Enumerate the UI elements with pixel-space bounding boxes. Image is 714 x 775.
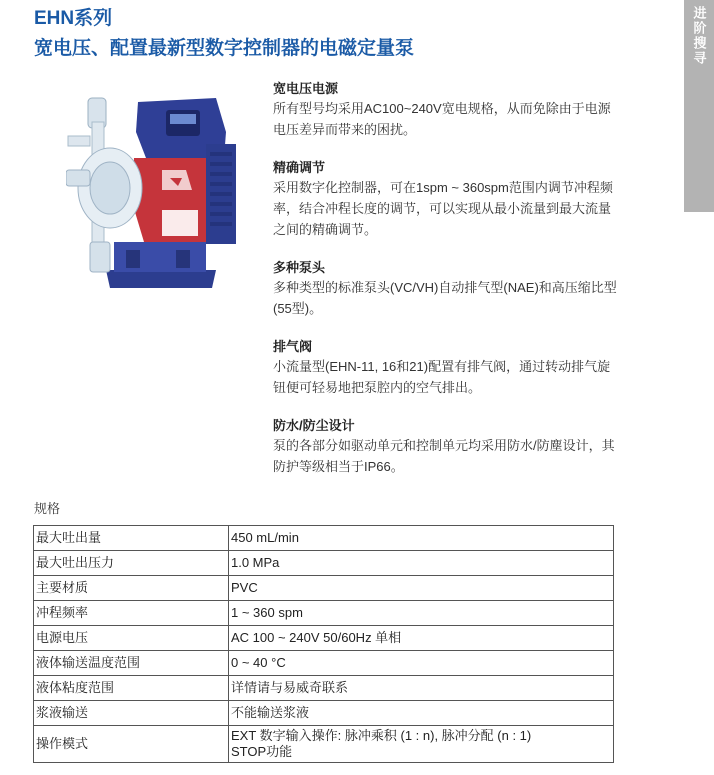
feature-title: 宽电压电源 xyxy=(273,81,339,96)
spec-key: 液体输送温度范围 xyxy=(34,651,229,676)
spec-key: 最大吐出压力 xyxy=(34,551,229,576)
spec-value: AC 100 ~ 240V 50/60Hz 单相 xyxy=(229,626,614,651)
spec-value: 1.0 MPa xyxy=(229,551,614,576)
table-row xyxy=(34,676,614,701)
table-row xyxy=(34,526,614,551)
feature-title: 防水/防尘设计 xyxy=(273,418,355,433)
table-row xyxy=(34,601,614,626)
spec-key: 主要材质 xyxy=(34,576,229,601)
feature-title: 排气阀 xyxy=(273,339,313,354)
feature-item xyxy=(273,338,623,398)
table-row xyxy=(34,551,614,576)
feature-item xyxy=(273,159,623,240)
series-subtitle: 宽电压、配置最新型数字控制器的电磁定量泵 xyxy=(34,38,415,59)
spec-key: 电源电压 xyxy=(34,626,229,651)
spec-value-line: EXT 数字输入操作: 脉冲乘积 (1 : n), 脉冲分配 (n : 1) xyxy=(231,728,532,743)
spec-key: 冲程频率 xyxy=(34,601,229,626)
spec-key: 液体粘度范围 xyxy=(34,676,229,701)
spec-table xyxy=(33,525,614,763)
feature-body: 采用数字化控制器，可在1spm ~ 360spm范围内调节冲程频率，结合冲程长度的调节，可以实现从最小流量到最大流量之间的精确调节。 xyxy=(273,180,613,237)
feature-body: 小流量型(EHN-11, 16和21)配置有排气阀，通过转动排气旋钮便可轻易地把泵腔内的空气排出。 xyxy=(273,359,611,395)
feature-item xyxy=(273,80,623,140)
table-row xyxy=(34,651,614,676)
advanced-search-tab[interactable] xyxy=(684,0,714,212)
advanced-search-label: 进阶搜寻 xyxy=(691,6,707,66)
feature-item xyxy=(273,259,623,319)
spec-value: 450 mL/min xyxy=(229,526,614,551)
table-row xyxy=(34,701,614,726)
spec-key: 浆液输送 xyxy=(34,701,229,726)
table-row xyxy=(34,726,614,763)
feature-body: 所有型号均采用AC100~240V宽电规格，从而免除由于电源电压差异而带来的困扰。 xyxy=(273,101,611,137)
table-row xyxy=(34,576,614,601)
spec-value-line: STOP功能 xyxy=(231,744,293,759)
spec-value: 详情请与易威奇联系 xyxy=(229,676,614,701)
spec-key: 最大吐出量 xyxy=(34,526,229,551)
spec-value: 1 ~ 360 spm xyxy=(229,601,614,626)
spec-value: 0 ~ 40 °C xyxy=(229,651,614,676)
spec-heading: 规格 xyxy=(34,501,61,516)
feature-body: 泵的各部分如驱动单元和控制单元均采用防水/防塵设计，其防护等级相当于IP66。 xyxy=(273,438,615,474)
pump-product-image xyxy=(66,92,246,292)
spec-value: 不能输送浆液 xyxy=(229,701,614,726)
feature-list xyxy=(273,80,623,496)
series-title: EHN系列 xyxy=(34,8,113,29)
table-row xyxy=(34,626,614,651)
feature-title: 精确调节 xyxy=(273,160,326,175)
feature-item xyxy=(273,417,623,477)
spec-key: 操作模式 xyxy=(34,726,229,763)
feature-title: 多种泵头 xyxy=(273,260,326,275)
feature-body: 多种类型的标准泵头(VC/VH)自动排气型(NAE)和高压缩比型(55型)。 xyxy=(273,280,617,316)
spec-value: PVC xyxy=(229,576,614,601)
spec-value-multiline xyxy=(229,726,614,763)
